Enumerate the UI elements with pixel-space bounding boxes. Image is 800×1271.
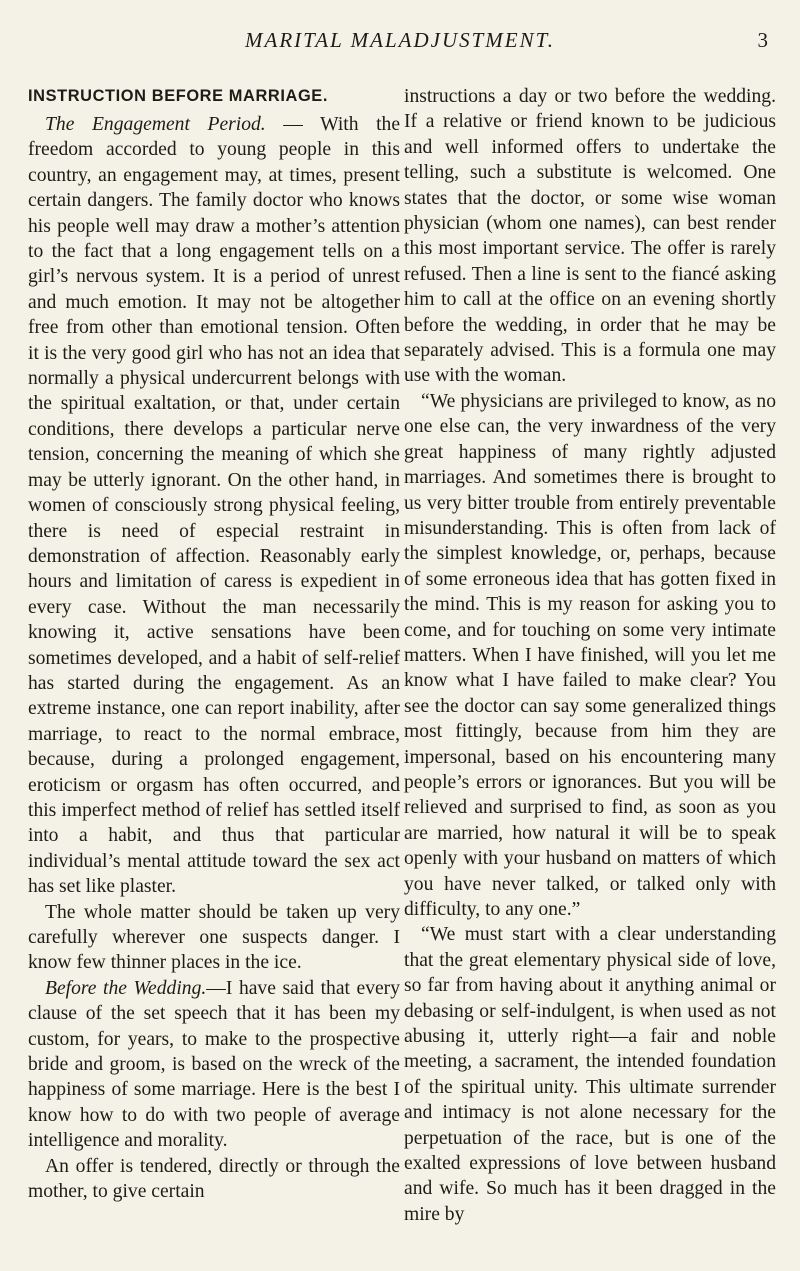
paragraph: An offer is tendered, directly or through the mother, to give certain (28, 1155, 400, 1203)
paragraph-before-wedding (28, 976, 400, 1154)
paragraph-engagement-period (28, 112, 400, 900)
paragraph: The whole matter should be taken up very carefully wherever one suspects danger. I know few thinner places in the ice. (28, 901, 400, 974)
section-heading: INSTRUCTION BEFORE MARRIAGE. (28, 87, 328, 105)
left-column (28, 84, 400, 1204)
paragraph-text: — With the freedom accorded to young people in this country, an engagement may, at times, present certain dangers. The family doctor who knows his people well may draw a mother’s attention to the fact that a long engagement tells on a girl’s nervous system. It is a period of unrest and much emotion. It may not be altogether free from other than emotional tension. Often it is the very good girl who has not an idea that normally a physical undercurrent belongs with the spiritual exaltation, or that, under certain conditions, there develops a particular nerve tension, concerning the meaning of which she may be utterly ignorant. On the other hand, in women of consciously strong physical feeling, there is need of especial restraint in demonstration of affection. Reasonably early hours and limitation of caress is expedient in every case. Without the man necessarily knowing it, active sensations have been sometimes developed, and a habit of self-relief has started during the engagement. As an extreme instance, one can report inability, after marriage, to react to the normal embrace, because, during a prolonged engagement, eroticism or orgasm has often occurred, and this imperfect method of relief has settled itself into a habit, and thus that particular individual’s mental attitude toward the sex act has set like plaster. (28, 114, 401, 898)
paragraph-quote: “We physicians are privileged to know, as no one else can, the very inwardness of the very great happiness of many rightly adjusted marriages. And sometimes there is brought to us very bitter trouble from entirely preventable misunderstanding. This is often from lack of the simplest knowledge, or, perhaps, because of some erroneous idea that has gotten fixed in the mind. This is my reason for asking you to come, and for touching on some very intimate matters. When I have finished, will you let me know what I have failed to make clear? You see the doctor can say some generalized things most fittingly, because from him they are impersonal, based on his encountering many people’s errors or ignorances. But you will be relieved and surprised to find, as soon as you are married, how natural it will be to speak openly with your husband on matters of which you have never talked, or talked only with difficulty, to any one.” (404, 390, 776, 920)
running-head (0, 26, 800, 56)
paragraph-quote: “We must start with a clear understanding that the great elementary physical side of love, so far from having about it anything animal or debasing or self-indulgent, is when used as not abusing it, utterly right—a fair and noble meeting, a sacrament, the intended foundation of the spiritual unity. This ultimate surrender and intimacy is not alone necessary for the perpetuation of the race, but is one of the exalted expressions of love between husband and wife. So much has it been dragged in the mire by (404, 924, 776, 1225)
run-in-heading-engagement: The Engagement Period. (45, 114, 266, 135)
run-in-heading-wedding: Before the Wedding. (45, 977, 207, 999)
running-title: MARITAL MALADJUSTMENT. (245, 28, 555, 52)
paragraph-continued: instructions a day or two before the wedding. If a relative or friend known to be judicious and well informed offers to undertake the telling, such a substitute is welcomed. One states that the doctor, or some wise woman physician (whom one names), can best render this most important service. The offer is rarely refused. Then a line is sent to the fiancé asking him to call at the office on an evening shortly before the wedding, in order that he may be separately advised. This is a formula one may use with the woman. (404, 86, 776, 387)
paragraph-text: —I have said that every clause of the set speech that it has been my custom, for years, to make to the prospective bride and groom, is based on the wreck of the happiness of some marriage. Here is the best I know how to do with two people of average intelligence and morality. (28, 977, 401, 1152)
right-column (404, 84, 776, 1227)
page-number: 3 (757, 28, 768, 52)
